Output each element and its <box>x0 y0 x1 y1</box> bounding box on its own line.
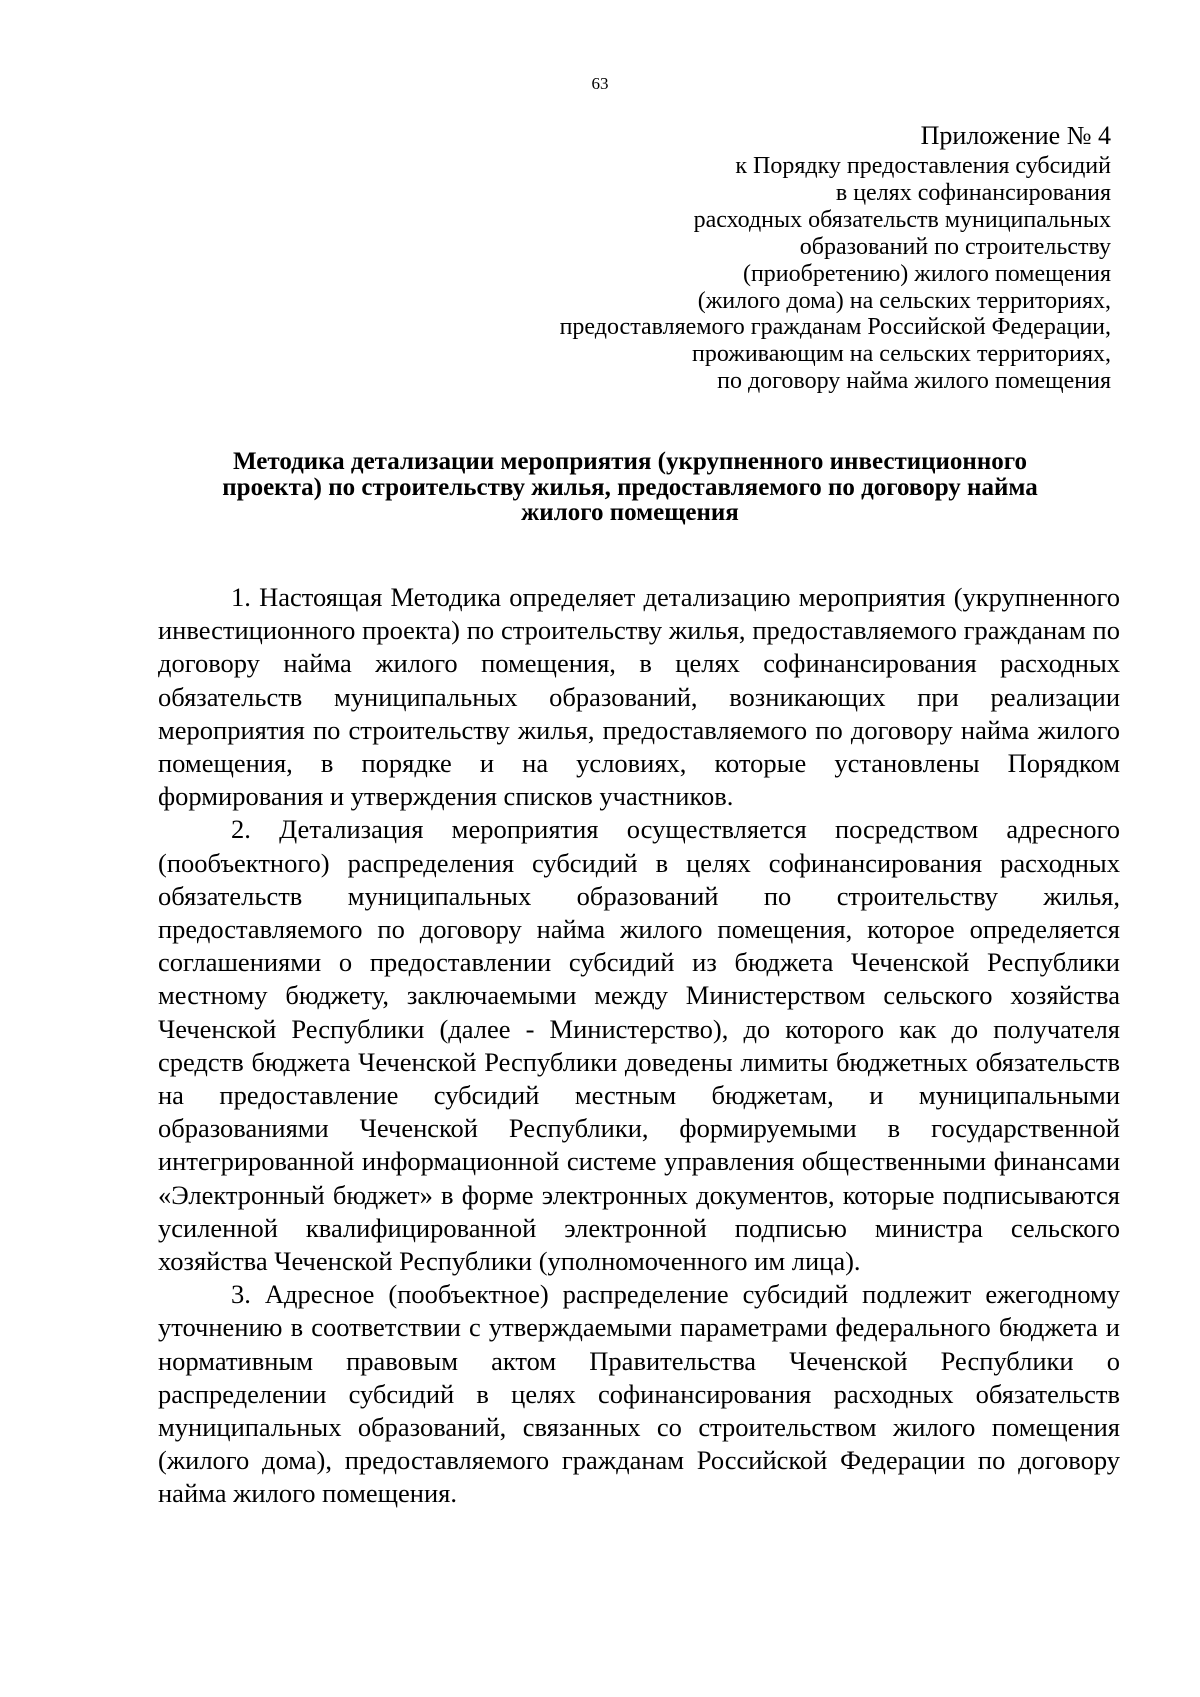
appendix-title: Приложение № 4 <box>920 121 1111 150</box>
appendix-header <box>351 121 1111 395</box>
paragraph-2: 2. Детализация мероприятия осуществляется посредством адресного (пообъектного) распределения субсидий в целях софинансирования расходных обязательств муниципальных образований по строительству жилья, предоставляемого по договору найма жилого помещения, которое определяется соглашениями о предоставлении субсидий из бюджета Чеченской Республики местному бюджету, заключаемыми между Министерством сельского хозяйства Чеченской Республики (далее - Министерство), до которого как до получателя средств бюджета Чеченской Республики доведены лимиты бюджетных обязательств на предоставление субсидий местным бюджетам, и муниципальными образованиями Чеченской Республики, формируемыми в государственной интегрированной информационной системе управления общественными финансами «Электронный бюджет» в форме электронных документов, которые подписываются усиленной квалифицированной электронной подписью министра сельского хозяйства Чеченской Республики (уполномоченного им лица). <box>158 814 1120 1277</box>
document-title-line: жилого помещения <box>521 499 739 526</box>
document-title-line: проекта) по строительству жилья, предоставляемого по договору найма <box>222 473 1038 501</box>
appendix-line: (жилого дома) на сельских территориях, <box>697 287 1111 314</box>
document-title <box>150 449 1110 526</box>
appendix-line: расходных обязательств муниципальных <box>693 206 1111 233</box>
appendix-line: образований по строительству <box>799 233 1111 260</box>
paragraph-1: 1. Настоящая Методика определяет детализацию мероприятия (укрупненного инвестиционного проекта) по строительству жилья, предоставляемого гражданам по договору найма жилого помещения, в целях софинансирования расходных обязательств муниципальных образований, возникающих при реализации мероприятия по строительству жилья, предоставляемого по договору найма жилого помещения, в порядке и на условиях, которые установлены Порядком формирования и утверждения списков участников. <box>158 582 1120 812</box>
appendix-line: по договору найма жилого помещения <box>717 368 1111 395</box>
page-number: 63 <box>591 74 609 93</box>
appendix-line: проживающим на сельских территориях, <box>692 341 1111 368</box>
appendix-line: в целях софинансирования <box>835 179 1111 206</box>
document-body <box>158 581 1120 1511</box>
appendix-line: к Порядку предоставления субсидий <box>735 153 1111 179</box>
appendix-line: предоставляемого гражданам Российской Федерации, <box>559 314 1111 341</box>
document-title-line: Методика детализации мероприятия (укрупненного инвестиционного <box>233 448 1027 475</box>
appendix-line: (приобретению) жилого помещения <box>742 260 1111 287</box>
paragraph-3: 3. Адресное (пообъектное) распределение субсидий подлежит ежегодному уточнению в соответствии с утверждаемыми параметрами федерального бюджета и нормативным правовым актом Правительства Чеченской Республики о распределении субсидий в целях софинансирования расходных обязательств муниципальных образований, связанных со строительством жилого помещения (жилого дома), предоставляемого гражданам Российской Федерации по договору найма жилого помещения. <box>158 1279 1120 1509</box>
